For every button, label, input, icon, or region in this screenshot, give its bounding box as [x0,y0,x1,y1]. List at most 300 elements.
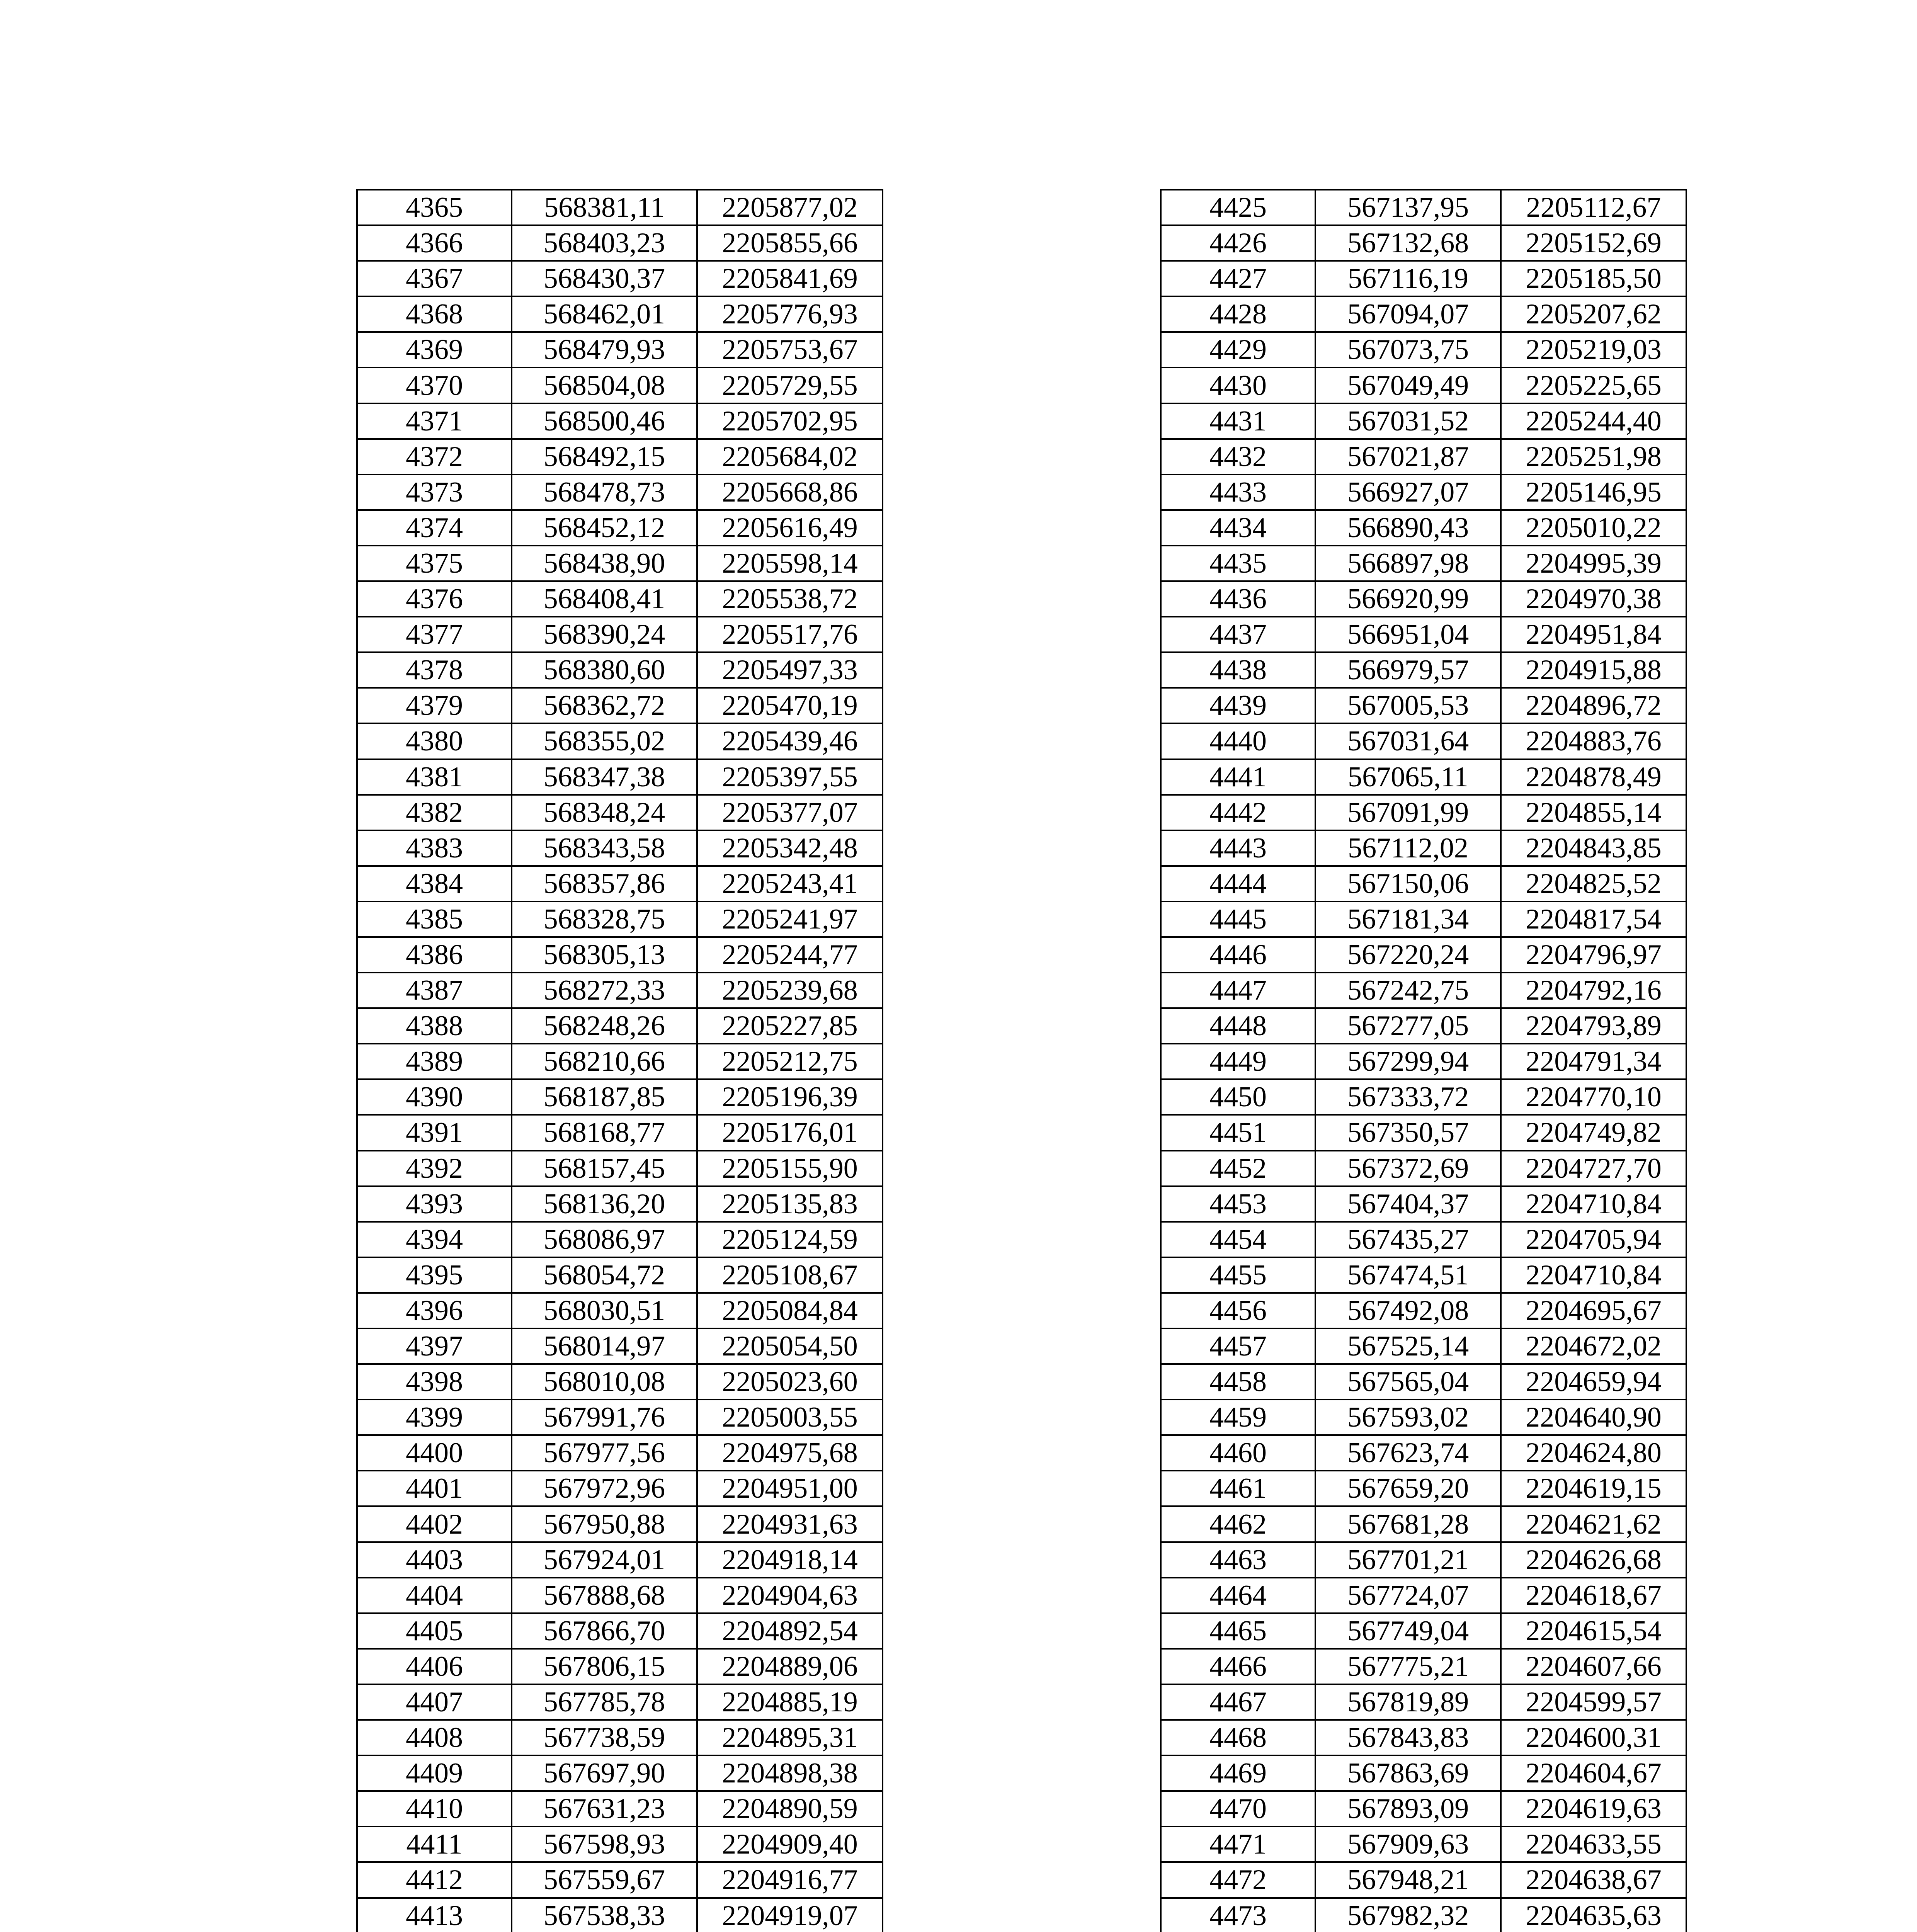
x-coordinate-cell: 567982,32 [1315,1898,1501,1932]
y-coordinate-cell: 2205003,55 [697,1400,883,1435]
y-coordinate-cell: 2205377,07 [697,795,883,830]
y-coordinate-cell: 2204710,84 [1501,1186,1686,1222]
point-number-cell: 4469 [1161,1755,1315,1791]
point-number-cell: 4452 [1161,1151,1315,1186]
x-coordinate-cell: 566951,04 [1315,617,1501,652]
y-coordinate-cell: 2204633,55 [1501,1827,1686,1862]
x-coordinate-cell: 568390,24 [512,617,697,652]
point-number-cell: 4443 [1161,830,1315,866]
table-row [1161,652,1686,688]
table-row [357,937,883,973]
y-coordinate-cell: 2204995,39 [1501,546,1686,581]
x-coordinate-cell: 567950,88 [512,1506,697,1542]
x-coordinate-cell: 568381,11 [512,190,697,225]
x-coordinate-cell: 568479,93 [512,332,697,367]
y-coordinate-cell: 2205152,69 [1501,225,1686,261]
point-number-cell: 4454 [1161,1222,1315,1257]
table-row [357,1364,883,1400]
table-row [357,1079,883,1115]
point-number-cell: 4463 [1161,1542,1315,1578]
table-row [1161,581,1686,617]
x-coordinate-cell: 567333,72 [1315,1079,1501,1115]
table-row [1161,1257,1686,1293]
table-row [357,617,883,652]
x-coordinate-cell: 568504,08 [512,367,697,403]
x-coordinate-cell: 568054,72 [512,1257,697,1293]
point-number-cell: 4453 [1161,1186,1315,1222]
y-coordinate-cell: 2205251,98 [1501,439,1686,474]
table-row [1161,1079,1686,1115]
y-coordinate-cell: 2205616,49 [697,510,883,546]
point-number-cell: 4376 [357,581,512,617]
y-coordinate-cell: 2205342,48 [697,830,883,866]
point-number-cell: 4407 [357,1684,512,1720]
point-number-cell: 4381 [357,759,512,795]
x-coordinate-cell: 566890,43 [1315,510,1501,546]
point-number-cell: 4393 [357,1186,512,1222]
y-coordinate-cell: 2205176,01 [697,1115,883,1150]
point-number-cell: 4458 [1161,1364,1315,1400]
y-coordinate-cell: 2204796,97 [1501,937,1686,973]
point-number-cell: 4459 [1161,1400,1315,1435]
point-number-cell: 4430 [1161,367,1315,403]
table-row [357,546,883,581]
x-coordinate-cell: 567565,04 [1315,1364,1501,1400]
table-row [1161,510,1686,546]
x-coordinate-cell: 568438,90 [512,546,697,581]
coordinates-table-right [1160,189,1687,1932]
y-coordinate-cell: 2205397,55 [697,759,883,795]
table-row [1161,1044,1686,1079]
table-row [1161,1684,1686,1720]
y-coordinate-cell: 2205244,40 [1501,403,1686,439]
y-coordinate-cell: 2204915,88 [1501,652,1686,688]
y-coordinate-cell: 2204817,54 [1501,901,1686,937]
table-row [357,581,883,617]
point-number-cell: 4460 [1161,1435,1315,1471]
point-number-cell: 4465 [1161,1613,1315,1649]
table-row [357,1720,883,1755]
coordinates-table-left [356,189,883,1932]
y-coordinate-cell: 2204621,62 [1501,1506,1686,1542]
point-number-cell: 4378 [357,652,512,688]
table-row [357,403,883,439]
x-coordinate-cell: 567972,96 [512,1471,697,1506]
table-row [357,332,883,367]
x-coordinate-cell: 567819,89 [1315,1684,1501,1720]
y-coordinate-cell: 2205241,97 [697,901,883,937]
y-coordinate-cell: 2205243,41 [697,866,883,901]
y-coordinate-cell: 2204890,59 [697,1791,883,1827]
y-coordinate-cell: 2204604,67 [1501,1755,1686,1791]
table-row [357,1257,883,1293]
table-row [1161,1115,1686,1150]
x-coordinate-cell: 568210,66 [512,1044,697,1079]
x-coordinate-cell: 568500,46 [512,403,697,439]
y-coordinate-cell: 2205054,50 [697,1328,883,1364]
point-number-cell: 4437 [1161,617,1315,652]
point-number-cell: 4411 [357,1827,512,1862]
table-row [1161,1578,1686,1613]
y-coordinate-cell: 2205108,67 [697,1257,883,1293]
x-coordinate-cell: 567005,53 [1315,688,1501,723]
point-number-cell: 4396 [357,1293,512,1328]
y-coordinate-cell: 2204607,66 [1501,1649,1686,1684]
x-coordinate-cell: 567749,04 [1315,1613,1501,1649]
y-coordinate-cell: 2205219,03 [1501,332,1686,367]
y-coordinate-cell: 2204626,68 [1501,1542,1686,1578]
y-coordinate-cell: 2204909,40 [697,1827,883,1862]
x-coordinate-cell: 567073,75 [1315,332,1501,367]
point-number-cell: 4367 [357,261,512,296]
x-coordinate-cell: 567888,68 [512,1578,697,1613]
y-coordinate-cell: 2205776,93 [697,296,883,332]
point-number-cell: 4388 [357,1008,512,1044]
y-coordinate-cell: 2205135,83 [697,1186,883,1222]
table-row [1161,367,1686,403]
y-coordinate-cell: 2204918,14 [697,1542,883,1578]
table-row [357,474,883,510]
table-row [1161,830,1686,866]
point-number-cell: 4400 [357,1435,512,1471]
point-number-cell: 4432 [1161,439,1315,474]
x-coordinate-cell: 568136,20 [512,1186,697,1222]
point-number-cell: 4456 [1161,1293,1315,1328]
x-coordinate-cell: 567372,69 [1315,1151,1501,1186]
y-coordinate-cell: 2204695,67 [1501,1293,1686,1328]
x-coordinate-cell: 567697,90 [512,1755,697,1791]
point-number-cell: 4435 [1161,546,1315,581]
x-coordinate-cell: 567435,27 [1315,1222,1501,1257]
point-number-cell: 4372 [357,439,512,474]
table-row [1161,225,1686,261]
table-row [357,1328,883,1364]
x-coordinate-cell: 568272,33 [512,973,697,1008]
x-coordinate-cell: 566979,57 [1315,652,1501,688]
y-coordinate-cell: 2204892,54 [697,1613,883,1649]
table-row [357,1613,883,1649]
table-row [357,1471,883,1506]
y-coordinate-cell: 2204638,67 [1501,1862,1686,1898]
point-number-cell: 4450 [1161,1079,1315,1115]
x-coordinate-cell: 567404,37 [1315,1186,1501,1222]
point-number-cell: 4395 [357,1257,512,1293]
y-coordinate-cell: 2204624,80 [1501,1435,1686,1471]
point-number-cell: 4384 [357,866,512,901]
table-row [357,510,883,546]
table-row [357,1186,883,1222]
table-row [1161,474,1686,510]
y-coordinate-cell: 2205239,68 [697,973,883,1008]
y-coordinate-cell: 2204878,49 [1501,759,1686,795]
x-coordinate-cell: 567948,21 [1315,1862,1501,1898]
y-coordinate-cell: 2205598,14 [697,546,883,581]
x-coordinate-cell: 568248,26 [512,1008,697,1044]
point-number-cell: 4383 [357,830,512,866]
y-coordinate-cell: 2205196,39 [697,1079,883,1115]
y-coordinate-cell: 2205684,02 [697,439,883,474]
x-coordinate-cell: 567806,15 [512,1649,697,1684]
x-coordinate-cell: 568403,23 [512,225,697,261]
x-coordinate-cell: 567593,02 [1315,1400,1501,1435]
x-coordinate-cell: 568408,41 [512,581,697,617]
x-coordinate-cell: 567775,21 [1315,1649,1501,1684]
table-body [1161,190,1686,1932]
point-number-cell: 4433 [1161,474,1315,510]
table-row [357,1435,883,1471]
x-coordinate-cell: 567866,70 [512,1613,697,1649]
point-number-cell: 4394 [357,1222,512,1257]
point-number-cell: 4386 [357,937,512,973]
y-coordinate-cell: 2205124,59 [697,1222,883,1257]
y-coordinate-cell: 2205155,90 [697,1151,883,1186]
y-coordinate-cell: 2204889,06 [697,1649,883,1684]
point-number-cell: 4448 [1161,1008,1315,1044]
point-number-cell: 4457 [1161,1328,1315,1364]
x-coordinate-cell: 568305,13 [512,937,697,973]
table-row [357,830,883,866]
table-row [357,723,883,759]
table-row [357,296,883,332]
point-number-cell: 4467 [1161,1684,1315,1720]
y-coordinate-cell: 2205877,02 [697,190,883,225]
table-row [1161,1293,1686,1328]
y-coordinate-cell: 2204599,57 [1501,1684,1686,1720]
y-coordinate-cell: 2205497,33 [697,652,883,688]
point-number-cell: 4397 [357,1328,512,1364]
x-coordinate-cell: 567909,63 [1315,1827,1501,1862]
point-number-cell: 4471 [1161,1827,1315,1862]
y-coordinate-cell: 2204619,15 [1501,1471,1686,1506]
x-coordinate-cell: 567559,67 [512,1862,697,1898]
table-row [1161,1151,1686,1186]
table-row [357,1542,883,1578]
x-coordinate-cell: 567091,99 [1315,795,1501,830]
point-number-cell: 4403 [357,1542,512,1578]
table-row [357,1578,883,1613]
table-row [357,439,883,474]
table-row [1161,1898,1686,1932]
x-coordinate-cell: 566897,98 [1315,546,1501,581]
table-row [1161,973,1686,1008]
point-number-cell: 4444 [1161,866,1315,901]
point-number-cell: 4390 [357,1079,512,1115]
table-row [1161,866,1686,901]
point-number-cell: 4365 [357,190,512,225]
table-row [1161,617,1686,652]
y-coordinate-cell: 2205023,60 [697,1364,883,1400]
point-number-cell: 4431 [1161,403,1315,439]
x-coordinate-cell: 568347,38 [512,759,697,795]
x-coordinate-cell: 567538,33 [512,1898,697,1932]
y-coordinate-cell: 2204895,31 [697,1720,883,1755]
x-coordinate-cell: 567631,23 [512,1791,697,1827]
point-number-cell: 4398 [357,1364,512,1400]
point-number-cell: 4442 [1161,795,1315,830]
y-coordinate-cell: 2204727,70 [1501,1151,1686,1186]
table-row [357,1506,883,1542]
table-row [1161,1364,1686,1400]
y-coordinate-cell: 2205225,65 [1501,367,1686,403]
y-coordinate-cell: 2205227,85 [697,1008,883,1044]
table-row [1161,1613,1686,1649]
table-row [1161,901,1686,937]
y-coordinate-cell: 2204640,90 [1501,1400,1686,1435]
point-number-cell: 4470 [1161,1791,1315,1827]
y-coordinate-cell: 2205112,67 [1501,190,1686,225]
point-number-cell: 4371 [357,403,512,439]
y-coordinate-cell: 2204883,76 [1501,723,1686,759]
y-coordinate-cell: 2205668,86 [697,474,883,510]
point-number-cell: 4380 [357,723,512,759]
y-coordinate-cell: 2204792,16 [1501,973,1686,1008]
x-coordinate-cell: 567991,76 [512,1400,697,1435]
point-number-cell: 4446 [1161,937,1315,973]
point-number-cell: 4404 [357,1578,512,1613]
point-number-cell: 4368 [357,296,512,332]
x-coordinate-cell: 567623,74 [1315,1435,1501,1471]
table-row [1161,1862,1686,1898]
y-coordinate-cell: 2205729,55 [697,367,883,403]
y-coordinate-cell: 2205439,46 [697,723,883,759]
point-number-cell: 4377 [357,617,512,652]
x-coordinate-cell: 567021,87 [1315,439,1501,474]
point-number-cell: 4391 [357,1115,512,1150]
table-row [1161,795,1686,830]
table-row [357,190,883,225]
x-coordinate-cell: 566927,07 [1315,474,1501,510]
point-number-cell: 4473 [1161,1898,1315,1932]
x-coordinate-cell: 568357,86 [512,866,697,901]
x-coordinate-cell: 568348,24 [512,795,697,830]
table-row [357,1862,883,1898]
table-row [1161,1186,1686,1222]
y-coordinate-cell: 2205207,62 [1501,296,1686,332]
x-coordinate-cell: 567701,21 [1315,1542,1501,1578]
y-coordinate-cell: 2205212,75 [697,1044,883,1079]
table-row [1161,546,1686,581]
point-number-cell: 4455 [1161,1257,1315,1293]
x-coordinate-cell: 568462,01 [512,296,697,332]
x-coordinate-cell: 568010,08 [512,1364,697,1400]
x-coordinate-cell: 568452,12 [512,510,697,546]
x-coordinate-cell: 567112,02 [1315,830,1501,866]
x-coordinate-cell: 567681,28 [1315,1506,1501,1542]
point-number-cell: 4461 [1161,1471,1315,1506]
point-number-cell: 4445 [1161,901,1315,937]
point-number-cell: 4375 [357,546,512,581]
table-row [1161,1542,1686,1578]
table-row [357,1684,883,1720]
x-coordinate-cell: 567277,05 [1315,1008,1501,1044]
y-coordinate-cell: 2204975,68 [697,1435,883,1471]
table-row [1161,1400,1686,1435]
point-number-cell: 4449 [1161,1044,1315,1079]
point-number-cell: 4399 [357,1400,512,1435]
y-coordinate-cell: 2205702,95 [697,403,883,439]
point-number-cell: 4434 [1161,510,1315,546]
x-coordinate-cell: 568157,45 [512,1151,697,1186]
x-coordinate-cell: 567474,51 [1315,1257,1501,1293]
x-coordinate-cell: 567181,34 [1315,901,1501,937]
y-coordinate-cell: 2205538,72 [697,581,883,617]
table-row [1161,1506,1686,1542]
y-coordinate-cell: 2204635,63 [1501,1898,1686,1932]
x-coordinate-cell: 568328,75 [512,901,697,937]
table-row [1161,759,1686,795]
table-row [357,1008,883,1044]
x-coordinate-cell: 568030,51 [512,1293,697,1328]
x-coordinate-cell: 567220,24 [1315,937,1501,973]
table-row [1161,439,1686,474]
y-coordinate-cell: 2204843,85 [1501,830,1686,866]
point-number-cell: 4406 [357,1649,512,1684]
table-row [1161,1649,1686,1684]
x-coordinate-cell: 567525,14 [1315,1328,1501,1364]
y-coordinate-cell: 2204931,63 [697,1506,883,1542]
table-row [1161,1222,1686,1257]
y-coordinate-cell: 2204855,14 [1501,795,1686,830]
point-number-cell: 4387 [357,973,512,1008]
point-number-cell: 4447 [1161,973,1315,1008]
y-coordinate-cell: 2204793,89 [1501,1008,1686,1044]
table-row [357,759,883,795]
point-number-cell: 4373 [357,474,512,510]
table-row [1161,1755,1686,1791]
x-coordinate-cell: 568362,72 [512,688,697,723]
table-row [1161,1328,1686,1364]
table-row [357,1755,883,1791]
point-number-cell: 4405 [357,1613,512,1649]
y-coordinate-cell: 2204885,19 [697,1684,883,1720]
x-coordinate-cell: 567031,64 [1315,723,1501,759]
y-coordinate-cell: 2204659,94 [1501,1364,1686,1400]
point-number-cell: 4413 [357,1898,512,1932]
x-coordinate-cell: 568168,77 [512,1115,697,1150]
table-row [357,1791,883,1827]
point-number-cell: 4382 [357,795,512,830]
table-row [357,1827,883,1862]
table-row [1161,261,1686,296]
y-coordinate-cell: 2204600,31 [1501,1720,1686,1755]
y-coordinate-cell: 2204896,72 [1501,688,1686,723]
y-coordinate-cell: 2205517,76 [697,617,883,652]
x-coordinate-cell: 568355,02 [512,723,697,759]
x-coordinate-cell: 568086,97 [512,1222,697,1257]
y-coordinate-cell: 2205010,22 [1501,510,1686,546]
table-row [1161,1720,1686,1755]
point-number-cell: 4425 [1161,190,1315,225]
point-number-cell: 4441 [1161,759,1315,795]
x-coordinate-cell: 567659,20 [1315,1471,1501,1506]
x-coordinate-cell: 567738,59 [512,1720,697,1755]
table-row [1161,937,1686,973]
y-coordinate-cell: 2204951,84 [1501,617,1686,652]
x-coordinate-cell: 567598,93 [512,1827,697,1862]
point-number-cell: 4464 [1161,1578,1315,1613]
table-row [357,1115,883,1150]
y-coordinate-cell: 2205084,84 [697,1293,883,1328]
table-row [357,261,883,296]
table-row [1161,332,1686,367]
table-body [357,190,883,1932]
x-coordinate-cell: 567031,52 [1315,403,1501,439]
point-number-cell: 4408 [357,1720,512,1755]
table-row [357,1293,883,1328]
table-row [357,688,883,723]
x-coordinate-cell: 567492,08 [1315,1293,1501,1328]
y-coordinate-cell: 2204916,77 [697,1862,883,1898]
